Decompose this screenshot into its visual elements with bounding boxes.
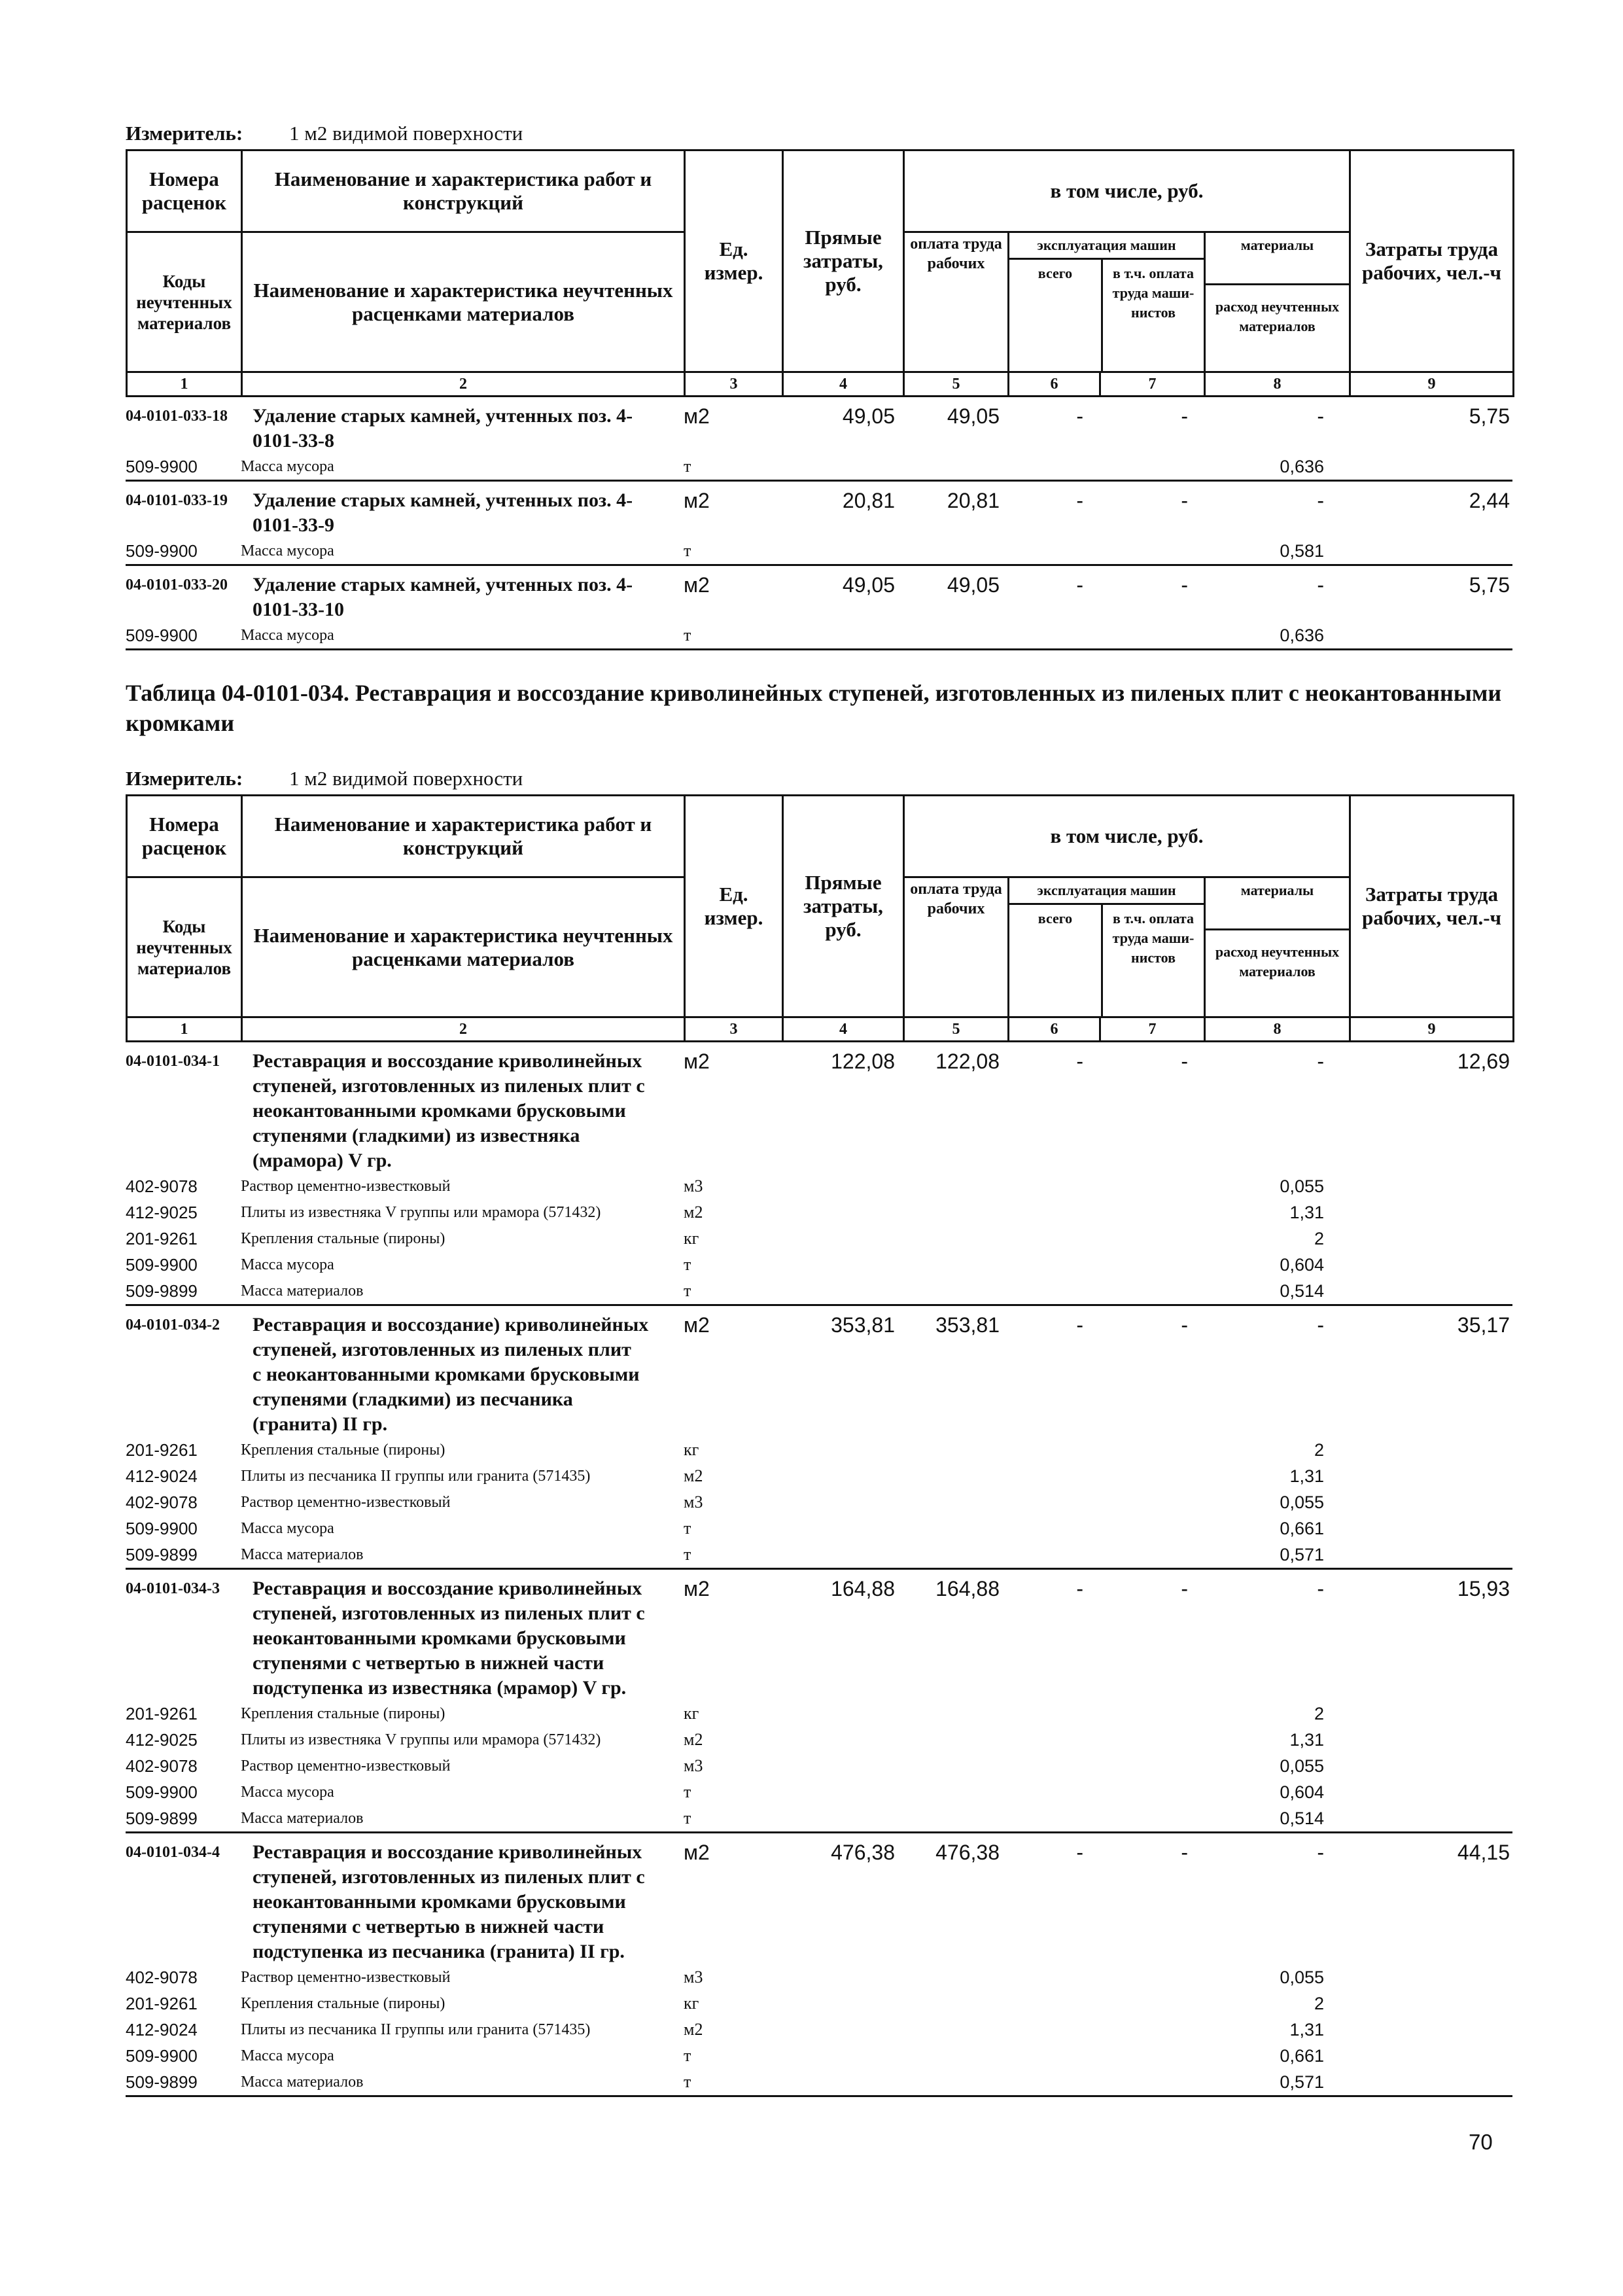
material-name: Крепления стальные (пироны) — [241, 1441, 445, 1458]
material-name: Раствор цементно-известковый — [241, 1969, 451, 1986]
material-name: Масса мусора — [241, 627, 334, 644]
material-code: 509-9900 — [126, 541, 198, 561]
header-oplata: оплата труда рабочих — [904, 232, 1009, 372]
header-kody: Коды неучтенных материалов — [127, 232, 242, 372]
table2-title: Таблица 04-0101-034. Реставрация и воссоздание криволинейных ступеней, изготовленных из пиленых плит с неокантованными кромками — [126, 680, 1502, 736]
material-name: Масса мусора — [241, 1520, 334, 1537]
rate-materials-cost: - — [1317, 1577, 1324, 1600]
material-row — [126, 2069, 1512, 2095]
rate-labor-hours: 5,75 — [1469, 404, 1510, 428]
material-row — [126, 1779, 1512, 1805]
rate-name-line: Удаление старых камней, учтенных поз. 4- — [253, 405, 633, 427]
rate-machinist-cost: - — [1181, 573, 1188, 597]
material-unit: т — [684, 457, 691, 476]
material-unit: т — [684, 626, 691, 645]
header-direct: Прямые затраты, руб. — [783, 796, 904, 1017]
header-ekspl-cell — [1009, 877, 1205, 1017]
rate-code: 04-0101-034-3 — [126, 1580, 220, 1597]
material-qty: 1,31 — [1289, 2020, 1324, 2040]
rate-labor-cost: 122,08 — [935, 1050, 1000, 1073]
material-code: 509-9899 — [126, 2072, 198, 2092]
rate-machines-cost: - — [1076, 1050, 1083, 1073]
material-unit: м3 — [684, 1756, 703, 1775]
material-unit: м2 — [684, 2020, 703, 2039]
header-ekspl-cell — [1009, 232, 1205, 372]
material-qty: 2 — [1314, 1704, 1324, 1723]
material-name: Масса материалов — [241, 1810, 364, 1827]
rate-name-line: неокантованными кромками брусковыми — [253, 1100, 626, 1122]
rate-materials-cost: - — [1317, 573, 1324, 597]
rate-code: 04-0101-033-19 — [126, 492, 228, 509]
material-row — [126, 622, 1512, 648]
rate-name-line: 0101-33-9 — [253, 514, 334, 536]
rate-name — [241, 404, 684, 453]
material-qty: 0,055 — [1280, 1176, 1324, 1196]
material-unit: м3 — [684, 1492, 703, 1511]
rate-direct-cost: 49,05 — [842, 573, 895, 597]
rate-direct-cost: 164,88 — [831, 1577, 895, 1600]
rate-materials-cost: - — [1317, 489, 1324, 512]
header-num: 1 — [127, 372, 242, 397]
rate-name-line: Удаление старых камней, учтенных поз. 4- — [253, 574, 633, 595]
rate-name-line: ступенями с четвертью в нижней части — [253, 1916, 604, 1937]
measure-label: Измеритель: — [126, 767, 243, 790]
rate-name-line: ступенями (гладкими) из известняка — [253, 1125, 580, 1146]
material-code: 509-9900 — [126, 457, 198, 476]
material-code: 509-9900 — [126, 1519, 198, 1538]
material-code: 402-9078 — [126, 1176, 198, 1196]
rate-code: 04-0101-034-1 — [126, 1053, 220, 1070]
measure-value: 1 м2 видимой поверхности — [289, 767, 523, 790]
material-name: Крепления стальные (пироны) — [241, 1230, 445, 1247]
material-unit: т — [684, 541, 691, 560]
material-unit: т — [684, 2072, 691, 2091]
material-qty: 0,571 — [1280, 2072, 1324, 2092]
material-unit: кг — [684, 1440, 699, 1459]
header-direct: Прямые затраты, руб. — [783, 150, 904, 372]
rate-code: 04-0101-034-4 — [126, 1844, 220, 1861]
header-num: 2 — [242, 1017, 685, 1042]
rate-labor-hours: 35,17 — [1457, 1313, 1510, 1337]
table-header — [126, 794, 1514, 1042]
material-row — [126, 2017, 1512, 2043]
material-row — [126, 1173, 1512, 1199]
material-qty: 0,581 — [1280, 541, 1324, 561]
rate-unit: м2 — [684, 1050, 710, 1073]
header-v-tom-chisle: в том числе, руб. — [904, 150, 1350, 232]
header-num: 1 — [127, 1017, 242, 1042]
material-code: 509-9900 — [126, 1782, 198, 1802]
material-row — [126, 2043, 1512, 2069]
material-code: 201-9261 — [126, 1440, 198, 1460]
header-naim: Наименование и характеристика работ и конструкций — [242, 150, 685, 232]
rate-name-line: неокантованными кромками брусковыми — [253, 1627, 626, 1649]
measure-label: Измеритель: — [126, 122, 243, 145]
material-code: 509-9899 — [126, 1281, 198, 1301]
rate-row — [126, 1042, 1512, 1173]
header-vtch: в т.ч. оплата труда маши-нистов — [1112, 910, 1195, 966]
header-num: 6 — [1009, 372, 1100, 397]
rate-name-line: подступенка из песчаника (гранита) II гр. — [253, 1941, 625, 1962]
rate-labor-cost: 20,81 — [947, 489, 1000, 512]
rate-materials-cost: - — [1317, 1050, 1324, 1073]
rate-labor-hours: 15,93 — [1457, 1577, 1510, 1600]
material-unit: т — [684, 1545, 691, 1564]
material-unit: м2 — [684, 1730, 703, 1749]
rate-name-line: ступенями (гладкими) из песчаника — [253, 1388, 573, 1410]
rate-name-line: ступеней, изготовленных из пиленых плит с — [253, 1075, 645, 1097]
rate-direct-cost: 353,81 — [831, 1313, 895, 1337]
material-qty: 0,514 — [1280, 1809, 1324, 1828]
header-rashod: расход неучтенных материалов — [1215, 944, 1340, 980]
rate-code: 04-0101-033-20 — [126, 576, 228, 593]
table1-header-slot — [126, 118, 1512, 397]
rate-labor-cost: 164,88 — [935, 1577, 1000, 1600]
rate-name — [241, 488, 684, 538]
material-unit: кг — [684, 1229, 699, 1248]
material-name: Масса мусора — [241, 1256, 334, 1273]
material-unit: т — [684, 1281, 691, 1300]
material-row — [126, 1701, 1512, 1727]
rate-unit: м2 — [684, 1313, 710, 1337]
material-row — [126, 1278, 1512, 1304]
rate-unit: м2 — [684, 404, 710, 428]
material-code: 201-9261 — [126, 1994, 198, 2013]
header-num: 7 — [1100, 1017, 1205, 1042]
rate-name — [241, 573, 684, 622]
rate-row — [126, 482, 1512, 538]
material-name: Масса материалов — [241, 1546, 364, 1563]
material-row — [126, 453, 1512, 480]
header-vtch: в т.ч. оплата труда маши-нистов — [1112, 265, 1195, 321]
material-qty: 0,055 — [1280, 1756, 1324, 1776]
rate-machinist-cost: - — [1181, 1577, 1188, 1600]
rate-direct-cost: 476,38 — [831, 1841, 895, 1864]
material-name: Крепления стальные (пироны) — [241, 1995, 445, 2012]
material-code: 402-9078 — [126, 1968, 198, 1987]
header-num: 7 — [1100, 372, 1205, 397]
header-materialy: материалы — [1206, 233, 1349, 285]
header-oplata: оплата труда рабочих — [904, 877, 1009, 1017]
material-row — [126, 1727, 1512, 1753]
material-name: Плиты из известняка V группы или мрамора (571432) — [241, 1204, 601, 1221]
header-naim-mat: Наименование и характеристика неучтенных расценками материалов — [242, 232, 685, 372]
measure-value: 1 м2 видимой поверхности — [289, 122, 523, 145]
rate-row — [126, 1570, 1512, 1701]
rate-direct-cost: 49,05 — [842, 404, 895, 428]
material-unit: м2 — [684, 1466, 703, 1485]
material-qty: 1,31 — [1289, 1730, 1324, 1750]
header-naim-mat: Наименование и характеристика неучтенных расценками материалов — [242, 877, 685, 1017]
header-zatraty: Затраты труда рабочих, чел.-ч — [1350, 796, 1514, 1017]
rate-machines-cost: - — [1076, 404, 1083, 428]
header-vsego: всего — [1009, 905, 1103, 1016]
rate-name-line: Реставрация и воссоздание криволинейных — [253, 1050, 642, 1072]
rate-name-line: подступенка из известняка (мрамор) V гр. — [253, 1677, 627, 1699]
rate-entry — [126, 1306, 1512, 1570]
rate-name-line: ступеней, изготовленных из пиленых плит — [253, 1339, 631, 1360]
material-code: 201-9261 — [126, 1704, 198, 1723]
material-unit: т — [684, 2046, 691, 2065]
rate-machinist-cost: - — [1181, 1313, 1188, 1337]
material-code: 201-9261 — [126, 1229, 198, 1248]
material-name: Плиты из известняка V группы или мрамора (571432) — [241, 1731, 601, 1748]
rate-labor-cost: 49,05 — [947, 573, 1000, 597]
material-name: Крепления стальные (пироны) — [241, 1705, 445, 1722]
rate-materials-cost: - — [1317, 404, 1324, 428]
material-row — [126, 1515, 1512, 1542]
rate-entry — [126, 566, 1512, 650]
material-name: Плиты из песчаника II группы или гранита (571435) — [241, 2021, 591, 2038]
material-qty: 0,055 — [1280, 1968, 1324, 1987]
material-qty: 0,514 — [1280, 1281, 1324, 1301]
material-code: 402-9078 — [126, 1492, 198, 1512]
rate-name — [241, 1049, 684, 1173]
rate-unit: м2 — [684, 489, 710, 512]
measure-line — [126, 763, 1512, 794]
material-unit: м3 — [684, 1176, 703, 1195]
header-num: 4 — [783, 372, 904, 397]
header-nomer: Номера расценок — [127, 796, 242, 877]
rate-unit: м2 — [684, 1577, 710, 1600]
document-page — [126, 118, 1512, 2097]
rate-name-line: ступеней, изготовленных из пиленых плит с — [253, 1866, 645, 1888]
table-header — [126, 149, 1514, 397]
material-row — [126, 1805, 1512, 1831]
material-name: Раствор цементно-известковый — [241, 1494, 451, 1511]
rate-entry — [126, 482, 1512, 566]
material-qty: 0,604 — [1280, 1782, 1324, 1802]
material-name: Масса мусора — [241, 1784, 334, 1801]
header-nomer: Номера расценок — [127, 150, 242, 232]
rate-unit: м2 — [684, 1841, 710, 1864]
table1-body — [126, 397, 1512, 650]
rate-name-line: Реставрация и воссоздание) криволинейных — [253, 1314, 649, 1335]
header-unit: Ед. измер. — [685, 150, 783, 372]
rate-name-line: Реставрация и воссоздание криволинейных — [253, 1841, 642, 1863]
material-qty: 1,31 — [1289, 1466, 1324, 1486]
material-qty: 0,636 — [1280, 457, 1324, 476]
rate-name-line: (мрамора) V гр. — [253, 1150, 392, 1171]
rate-row — [126, 566, 1512, 622]
rate-unit: м2 — [684, 573, 710, 597]
header-ekspl: эксплуатация машин — [1009, 878, 1204, 905]
rate-labor-hours: 12,69 — [1457, 1050, 1510, 1073]
header-materialy: материалы — [1206, 878, 1349, 930]
rate-entry — [126, 1833, 1512, 2097]
rate-machinist-cost: - — [1181, 1050, 1188, 1073]
material-code: 509-9899 — [126, 1809, 198, 1828]
rate-machinist-cost: - — [1181, 404, 1188, 428]
material-row — [126, 1463, 1512, 1489]
material-name: Раствор цементно-известковый — [241, 1757, 451, 1775]
material-row — [126, 1753, 1512, 1779]
material-code: 402-9078 — [126, 1756, 198, 1776]
header-zatraty: Затраты труда рабочих, чел.-ч — [1350, 150, 1514, 372]
header-num: 5 — [904, 1017, 1009, 1042]
rate-name-line: ступеней, изготовленных из пиленых плит с — [253, 1602, 645, 1624]
material-unit: кг — [684, 1704, 699, 1723]
material-name: Масса мусора — [241, 542, 334, 559]
material-qty: 0,055 — [1280, 1492, 1324, 1512]
material-qty: 0,661 — [1280, 2046, 1324, 2066]
rate-machines-cost: - — [1076, 1577, 1083, 1600]
rate-machines-cost: - — [1076, 489, 1083, 512]
material-code: 509-9900 — [126, 1255, 198, 1275]
material-row — [126, 538, 1512, 564]
material-name: Масса материалов — [241, 1282, 364, 1299]
rate-labor-cost: 353,81 — [935, 1313, 1000, 1337]
header-num: 8 — [1205, 1017, 1350, 1042]
rate-row — [126, 1833, 1512, 1964]
rate-name-line: 0101-33-10 — [253, 599, 344, 620]
rate-labor-cost: 476,38 — [935, 1841, 1000, 1864]
page-number: 70 — [1469, 2130, 1493, 2154]
header-v-tom-chisle: в том числе, руб. — [904, 796, 1350, 877]
material-unit: т — [684, 1255, 691, 1274]
rate-machines-cost: - — [1076, 1313, 1083, 1337]
rate-name — [241, 1840, 684, 1964]
material-unit: т — [684, 1782, 691, 1801]
material-code: 412-9024 — [126, 1466, 198, 1486]
header-materialy-cell — [1205, 877, 1350, 1017]
rate-machinist-cost: - — [1181, 489, 1188, 512]
material-qty: 2 — [1314, 1440, 1324, 1460]
rate-code: 04-0101-034-2 — [126, 1316, 220, 1333]
rate-machinist-cost: - — [1181, 1841, 1188, 1864]
rate-labor-hours: 44,15 — [1457, 1841, 1510, 1864]
table2-header-slot — [126, 763, 1512, 1042]
material-row — [126, 1226, 1512, 1252]
header-ekspl: эксплуатация машин — [1009, 233, 1204, 260]
header-num: 2 — [242, 372, 685, 397]
material-qty: 2 — [1314, 1994, 1324, 2013]
header-rashod: расход неучтенных материалов — [1215, 298, 1340, 334]
material-name: Масса мусора — [241, 458, 334, 475]
table2-body — [126, 1042, 1512, 2097]
material-row — [126, 1542, 1512, 1568]
header-num: 8 — [1205, 372, 1350, 397]
material-name: Плиты из песчаника II группы или гранита (571435) — [241, 1468, 591, 1485]
material-unit: м3 — [684, 1968, 703, 1987]
rate-name — [241, 1576, 684, 1701]
header-num: 3 — [685, 1017, 783, 1042]
material-row — [126, 1990, 1512, 2017]
rate-labor-cost: 49,05 — [947, 404, 1000, 428]
material-qty: 2 — [1314, 1229, 1324, 1248]
rate-entry — [126, 1042, 1512, 1306]
header-num: 5 — [904, 372, 1009, 397]
header-materialy-cell — [1205, 232, 1350, 372]
rate-machines-cost: - — [1076, 573, 1083, 597]
measure-line — [126, 118, 1512, 149]
header-unit: Ед. измер. — [685, 796, 783, 1017]
rate-name-line: Удаление старых камней, учтенных поз. 4- — [253, 489, 633, 511]
rate-name-line: ступенями с четвертью в нижней части — [253, 1652, 604, 1674]
material-code: 412-9025 — [126, 1730, 198, 1750]
material-code: 412-9025 — [126, 1203, 198, 1222]
rate-name-line: неокантованными кромками брусковыми — [253, 1891, 626, 1913]
header-num: 6 — [1009, 1017, 1100, 1042]
rate-entry — [126, 397, 1512, 482]
material-row — [126, 1199, 1512, 1226]
material-code: 509-9899 — [126, 1545, 198, 1564]
rate-name-line: Реставрация и воссоздание криволинейных — [253, 1578, 642, 1599]
rate-row — [126, 1306, 1512, 1437]
header-num: 4 — [783, 1017, 904, 1042]
material-unit: т — [684, 1519, 691, 1538]
material-qty: 0,571 — [1280, 1545, 1324, 1564]
header-num: 3 — [685, 372, 783, 397]
rate-name-line: с неокантованными кромками брусковыми — [253, 1364, 640, 1385]
material-name: Раствор цементно-известковый — [241, 1178, 451, 1195]
material-name: Масса мусора — [241, 2047, 334, 2064]
material-row — [126, 1252, 1512, 1278]
header-num: 9 — [1350, 372, 1514, 397]
material-qty: 0,661 — [1280, 1519, 1324, 1538]
header-naim: Наименование и характеристика работ и конструкций — [242, 796, 685, 877]
rate-name-line: (гранита) II гр. — [253, 1413, 388, 1435]
material-qty: 0,636 — [1280, 626, 1324, 645]
rate-machines-cost: - — [1076, 1841, 1083, 1864]
rate-materials-cost: - — [1317, 1841, 1324, 1864]
header-kody: Коды неучтенных материалов — [127, 877, 242, 1017]
material-code: 509-9900 — [126, 2046, 198, 2066]
material-code: 509-9900 — [126, 626, 198, 645]
material-qty: 0,604 — [1280, 1255, 1324, 1275]
material-code: 412-9024 — [126, 2020, 198, 2040]
material-row — [126, 1437, 1512, 1463]
rate-materials-cost: - — [1317, 1313, 1324, 1337]
rate-name-line: 0101-33-8 — [253, 430, 334, 451]
material-name: Масса материалов — [241, 2074, 364, 2091]
material-unit: т — [684, 1809, 691, 1828]
material-unit: м2 — [684, 1203, 703, 1222]
rate-code: 04-0101-033-18 — [126, 408, 228, 425]
rate-entry — [126, 1570, 1512, 1833]
material-unit: кг — [684, 1994, 699, 2013]
rate-labor-hours: 2,44 — [1469, 489, 1510, 512]
rate-direct-cost: 122,08 — [831, 1050, 895, 1073]
material-row — [126, 1489, 1512, 1515]
material-row — [126, 1964, 1512, 1990]
rate-direct-cost: 20,81 — [842, 489, 895, 512]
header-num: 9 — [1350, 1017, 1514, 1042]
rate-labor-hours: 5,75 — [1469, 573, 1510, 597]
rate-name — [241, 1313, 684, 1437]
material-qty: 1,31 — [1289, 1203, 1324, 1222]
rate-row — [126, 397, 1512, 453]
header-vsego: всего — [1009, 260, 1103, 371]
